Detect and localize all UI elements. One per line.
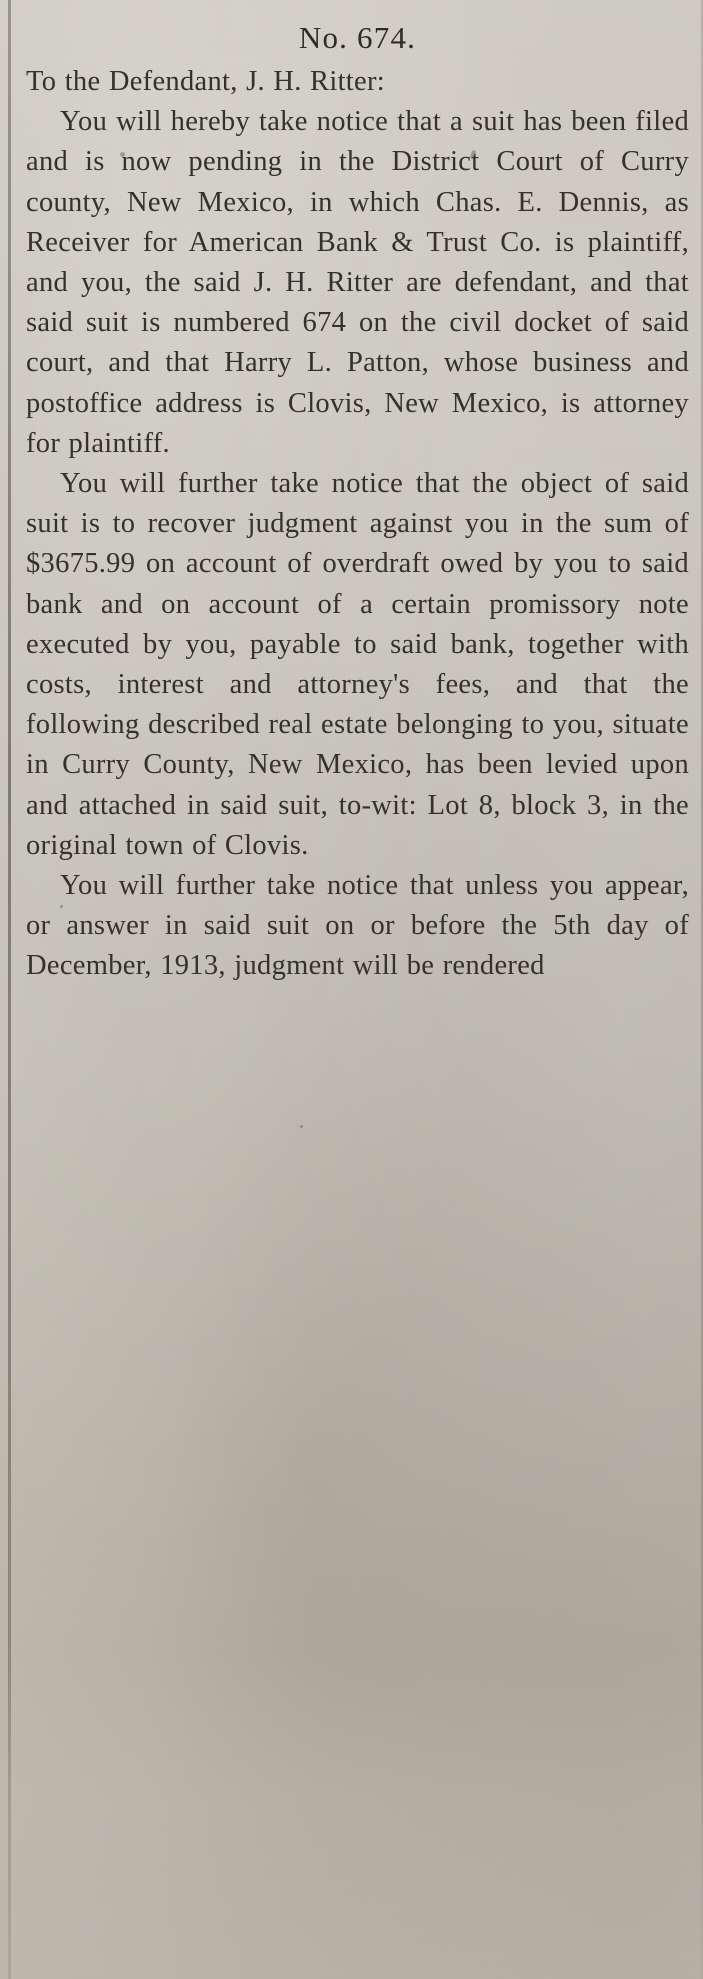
paragraph-notice-suit-filed: You will hereby take notice that a suit has been filed and is now pending in the District Court of Curry county, New Mexico, in which Chas. E. Dennis, as Receiver for American Bank & Trust Co. is plaintiff, and you, the said J. H. Ritter are defendant, and that said suit is numbered 674 on the civil docket of said court, and that Harry L. Patton, whose business and postoffice address is Clovis, New Mexico, is attorney for plaintiff. — [26, 106, 689, 459]
paragraph-salutation: To the Defendant, J. H. Ritter: — [26, 66, 385, 97]
ink-fade-overlay — [0, 1649, 703, 1979]
page-title: No. 674. — [298, 20, 417, 55]
paragraph-notice-default-judgment: You will further take notice that unless you appear, or answer in said suit on or before the 5th day of December, 1913, judgment will be rendered — [26, 870, 689, 982]
legal-notice-article — [0, 0, 703, 987]
paper-speck — [300, 1125, 303, 1128]
paragraph-notice-object-of-suit: You will further take notice that the object of said suit is to recover judgment against you in the sum of $3675.99 on account of overdraft owed by you to said bank and on account of a certain promissory note executed by you, payable to said bank, together with costs, interest and attorney's fees, and that the following described real estate belonging to you, situate in Curry County, New Mexico, has been levied upon and attached in said suit, to-wit: Lot 8, block 3, in the original town of Clovis. — [26, 468, 689, 861]
